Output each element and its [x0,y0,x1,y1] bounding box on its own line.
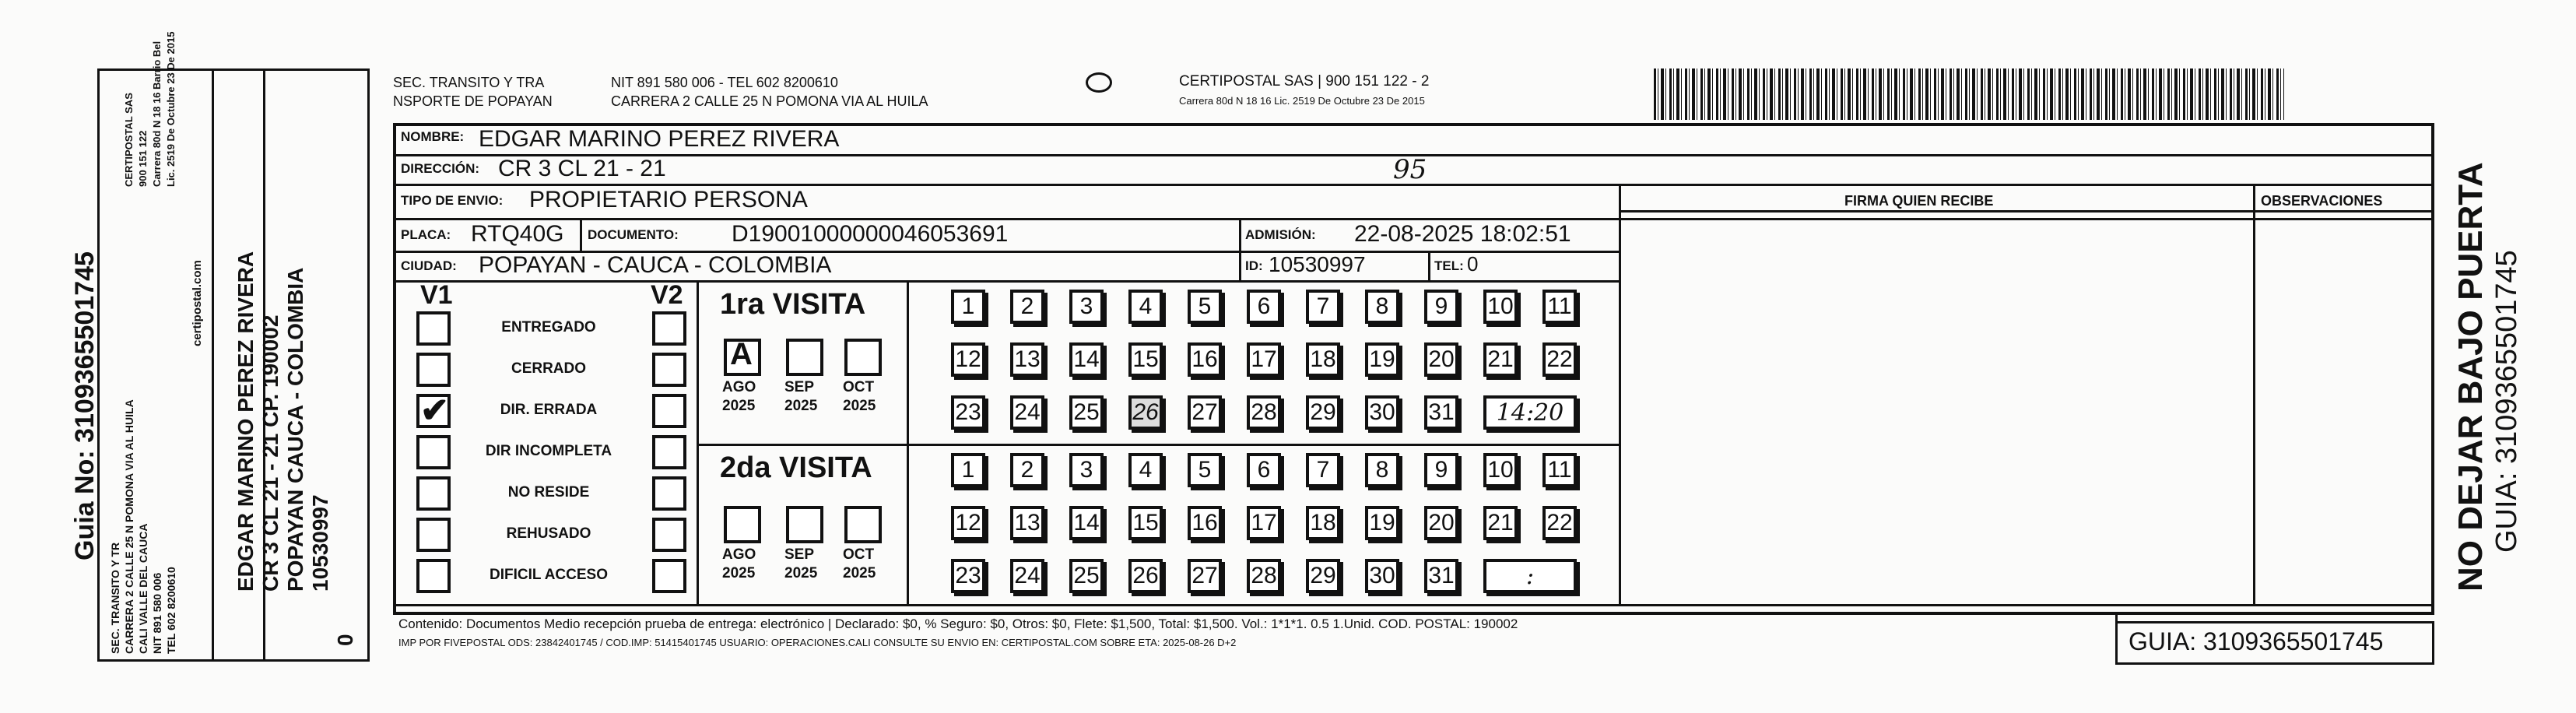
status-v2-checkbox[interactable] [652,394,686,428]
admision-value: 22-08-2025 18:02:51 [1354,221,1571,247]
first-month-box[interactable] [786,339,823,376]
id-label: ID: [1245,258,1263,273]
tipo-value: PROPIETARIO PERSONA [529,187,808,212]
obs-label: OBSERVACIONES [2261,193,2383,209]
second-day-box[interactable]: 27 [1188,559,1222,593]
second-day-box[interactable]: 10 [1483,453,1518,487]
status-v1-checkbox[interactable] [416,311,451,346]
first-day-box[interactable]: 12 [951,342,985,377]
first-day-box[interactable]: 17 [1247,342,1281,377]
no-dejar-bajo-puerta: NO DEJAR BAJO PUERTA [2451,162,2490,592]
direccion-value: CR 3 CL 21 - 21 [498,156,666,181]
second-day-box[interactable]: 24 [1010,559,1044,593]
second-day-box[interactable]: 8 [1365,453,1399,487]
second-month-label: SEP [784,546,815,563]
stub-courier-line: Lic. 2519 De Octubre 23 De 2015 [165,31,177,187]
first-month-label: OCT [843,379,875,395]
first-day-box[interactable]: 25 [1069,395,1104,430]
first-day-box[interactable]: 30 [1365,395,1399,430]
status-label: DIR INCOMPLETA [485,443,612,459]
stub-recipient-name: EDGAR MARINO PEREZ RIVERA [233,251,258,592]
status-v1-checkbox[interactable] [416,518,451,552]
second-day-box[interactable]: 1 [951,453,985,487]
first-day-box[interactable]: 7 [1306,290,1340,324]
placa-value: RTQ40G [471,221,564,247]
first-day-box[interactable]: 13 [1010,342,1044,377]
v1-label: V1 [420,280,453,310]
second-month-box[interactable] [786,506,823,543]
stub-divider [212,70,214,660]
firma-line [1619,210,2434,212]
second-day-box[interactable]: 19 [1365,506,1399,540]
stub-recipient-id: 10530997 [308,494,332,592]
month-mark-icon: A [730,337,753,371]
second-month-label: AGO [722,546,756,563]
first-day-box[interactable]: 11 [1542,290,1577,324]
firma-label: FIRMA QUIEN RECIBE [1844,193,1994,209]
sender-line-2: NSPORTE DE POPAYAN [393,93,553,109]
first-year-label: 2025 [784,398,818,414]
first-day-box[interactable]: 21 [1483,342,1518,377]
first-day-box[interactable]: 4 [1128,290,1163,324]
status-label: ENTREGADO [501,319,596,335]
second-day-box[interactable]: 12 [951,506,985,540]
status-label: DIFICIL ACCESO [489,567,608,583]
first-day-box[interactable]: 14 [1069,342,1104,377]
first-day-box[interactable]: 29 [1306,395,1340,430]
second-day-box[interactable]: 5 [1188,453,1222,487]
check-mark-icon: ✔ [420,392,449,430]
second-year-label: 2025 [722,565,756,581]
tel-label: TEL: [1434,258,1464,273]
nombre-value: EDGAR MARINO PEREZ RIVERA [479,126,840,152]
first-day-box[interactable]: 5 [1188,290,1222,324]
first-day-box[interactable]: 2 [1010,290,1044,324]
status-v1-checkbox[interactable] [416,476,451,511]
first-day-box[interactable]: 15 [1128,342,1163,377]
second-day-box[interactable]: 9 [1424,453,1458,487]
footer-line [393,604,2434,606]
footer-imp: IMP POR FIVEPOSTAL ODS: 23842401745 / COD.IMP: 51415401745 USUARIO: OPERACIONES.CALI CONSULTE SU ENVIO EN: CERTIPOSTAL.COM SOBRE ETA: 2025-08-26 D+2 [398,637,1237,648]
first-month-label: AGO [722,379,756,395]
second-day-box[interactable]: 18 [1306,506,1340,540]
first-day-box[interactable]: 28 [1247,395,1281,430]
first-day-box[interactable]: 9 [1424,290,1458,324]
id-value: 10530997 [1269,252,1366,276]
status-label: REHUSADO [506,525,591,542]
second-day-box[interactable]: 29 [1306,559,1340,593]
obs-divider [2253,184,2255,604]
second-month-box[interactable] [844,506,882,543]
first-month-box[interactable] [844,339,882,376]
first-day-box[interactable]: 31 [1424,395,1458,430]
second-day-box[interactable]: 14 [1069,506,1104,540]
second-year-label: 2025 [843,565,876,581]
placa-label: PLACA: [401,227,451,242]
status-v1-checkbox[interactable] [416,559,451,593]
stub-recipient-city: POPAYAN CAUCA - COLOMBIA [283,267,307,592]
status-v2-checkbox[interactable] [652,353,686,387]
first-day-box[interactable]: 19 [1365,342,1399,377]
second-month-box[interactable] [724,506,761,543]
stub-guia-number: Guia No: 3109365501745 [70,251,100,560]
status-label: CERRADO [511,360,587,377]
second-day-box[interactable]: 2 [1010,453,1044,487]
stub-recipient-address: CR 3 CL 21 - 21 CP. 190002 [258,314,283,592]
first-month-label: SEP [784,379,815,395]
status-v2-checkbox[interactable] [652,559,686,593]
status-v2-checkbox[interactable] [652,476,686,511]
first-day-box[interactable]: 1 [951,290,985,324]
second-day-box[interactable]: 28 [1247,559,1281,593]
first-visit-label: 1ra VISITA [720,288,866,321]
visit-split [697,444,1619,446]
second-day-box[interactable]: 16 [1188,506,1222,540]
stub-courier-web: certipostal.com [191,260,204,346]
nit-line-2: CARRERA 2 CALLE 25 N POMONA VIA AL HUILA [611,93,928,109]
second-day-box[interactable]: 6 [1247,453,1281,487]
status-label: DIR. ERRADA [500,402,598,418]
tipo-label: TIPO DE ENVIO: [401,193,504,208]
nit-line-1: NIT 891 580 006 - TEL 602 8200610 [611,75,838,90]
second-day-box[interactable]: 11 [1542,453,1577,487]
first-day-box[interactable]: 20 [1424,342,1458,377]
stub-courier-line: 900 151 122 [137,130,149,187]
second-day-box[interactable]: 30 [1365,559,1399,593]
v2-label: V2 [651,280,683,310]
second-day-box[interactable]: 15 [1128,506,1163,540]
guia-box-text: GUIA: 3109365501745 [2129,627,2384,655]
courier-line-2: Carrera 80d N 18 16 Lic. 2519 De Octubre 23 De 2015 [1179,95,1425,107]
tel-value: 0 [1467,252,1479,276]
first-day-box[interactable]: 24 [1010,395,1044,430]
first-day-box[interactable]: 6 [1247,290,1281,324]
row-line [393,280,1619,283]
admision-divider [1239,218,1241,280]
first-day-box[interactable]: 23 [951,395,985,430]
second-time-box[interactable]: : [1483,559,1577,593]
first-day-box[interactable]: 27 [1188,395,1222,430]
firma-divider [1619,184,1621,604]
status-v2-checkbox[interactable] [652,518,686,552]
stub-sender-line: SEC. TRANSITO Y TR [109,542,121,654]
documento-value: D19001000000046053691 [732,221,1009,247]
courier-logo-icon [1086,72,1112,93]
first-day-box[interactable]: 10 [1483,290,1518,324]
first-time-box[interactable]: 14:20 [1483,395,1577,430]
sender-line-1: SEC. TRANSITO Y TRA [393,75,545,90]
status-v1-checkbox[interactable] [416,435,451,469]
first-day-box[interactable]: 8 [1365,290,1399,324]
second-day-box[interactable]: 7 [1306,453,1340,487]
second-day-box[interactable]: 17 [1247,506,1281,540]
barcode [1654,68,2284,120]
row-line [393,218,2434,220]
ciudad-label: CIUDAD: [401,258,457,273]
second-visit-label: 2da VISITA [720,451,872,484]
nombre-label: NOMBRE: [401,129,465,144]
second-day-box[interactable]: 4 [1128,453,1163,487]
second-day-box[interactable]: 31 [1424,559,1458,593]
second-day-box[interactable]: 22 [1542,506,1577,540]
admision-label: ADMISIÓN: [1245,227,1316,242]
handwritten-mark: 95 [1393,154,1427,185]
first-day-box[interactable]: 26 [1128,395,1163,430]
tel-divider [1428,251,1430,280]
footer-content: Contenido: Documentos Medio recepción prueba de entrega: electrónico | Declarado: $0, % Seguro: $0, Otros: $0, Flete: $1,500, Total: $1,500. Vol.: 1*1*1. 0.5 1.Unid. COD. POSTAL: 190002 [398,616,1518,631]
first-day-box[interactable]: 22 [1542,342,1577,377]
second-day-box[interactable]: 21 [1483,506,1518,540]
second-day-box[interactable]: 23 [951,559,985,593]
status-v1-checkbox[interactable] [416,353,451,387]
second-year-label: 2025 [784,565,818,581]
stub-sender-line: CALI VALLE DEL CAUCA [137,523,149,654]
placa-divider [580,218,582,251]
second-day-box[interactable]: 20 [1424,506,1458,540]
status-v2-checkbox[interactable] [652,311,686,346]
right-guia: GUIA: 3109365501745 [2490,250,2523,553]
first-day-box[interactable]: 18 [1306,342,1340,377]
ciudad-value: POPAYAN - CAUCA - COLOMBIA [479,252,832,278]
status-label: NO RESIDE [507,484,590,501]
first-year-label: 2025 [722,398,756,414]
stub-sender-line: NIT 891 580 006 [151,572,163,654]
second-day-box[interactable]: 26 [1128,559,1163,593]
courier-line-1: CERTIPOSTAL SAS | 900 151 122 - 2 [1179,73,1430,90]
second-month-label: OCT [843,546,875,563]
stub-recipient-extra: 0 [333,634,357,646]
visit-label-divider [907,280,909,604]
stub-sender-line: CARRERA 2 CALLE 25 N POMONA VIA AL HUILA [123,399,135,654]
stub-courier-line: Carrera 80d N 18 16 Barrio Bel [151,40,163,187]
first-day-box[interactable]: 3 [1069,290,1104,324]
status-divider [697,280,699,604]
documento-label: DOCUMENTO: [588,227,679,242]
first-day-box[interactable]: 16 [1188,342,1222,377]
second-day-box[interactable]: 13 [1010,506,1044,540]
second-day-box[interactable]: 25 [1069,559,1104,593]
direccion-label: DIRECCIÓN: [401,161,480,176]
first-year-label: 2025 [843,398,876,414]
stub-sender-line: TEL 602 8200610 [165,567,177,654]
second-day-box[interactable]: 3 [1069,453,1104,487]
stub-courier-line: CERTIPOSTAL SAS [123,93,135,187]
status-v2-checkbox[interactable] [652,435,686,469]
